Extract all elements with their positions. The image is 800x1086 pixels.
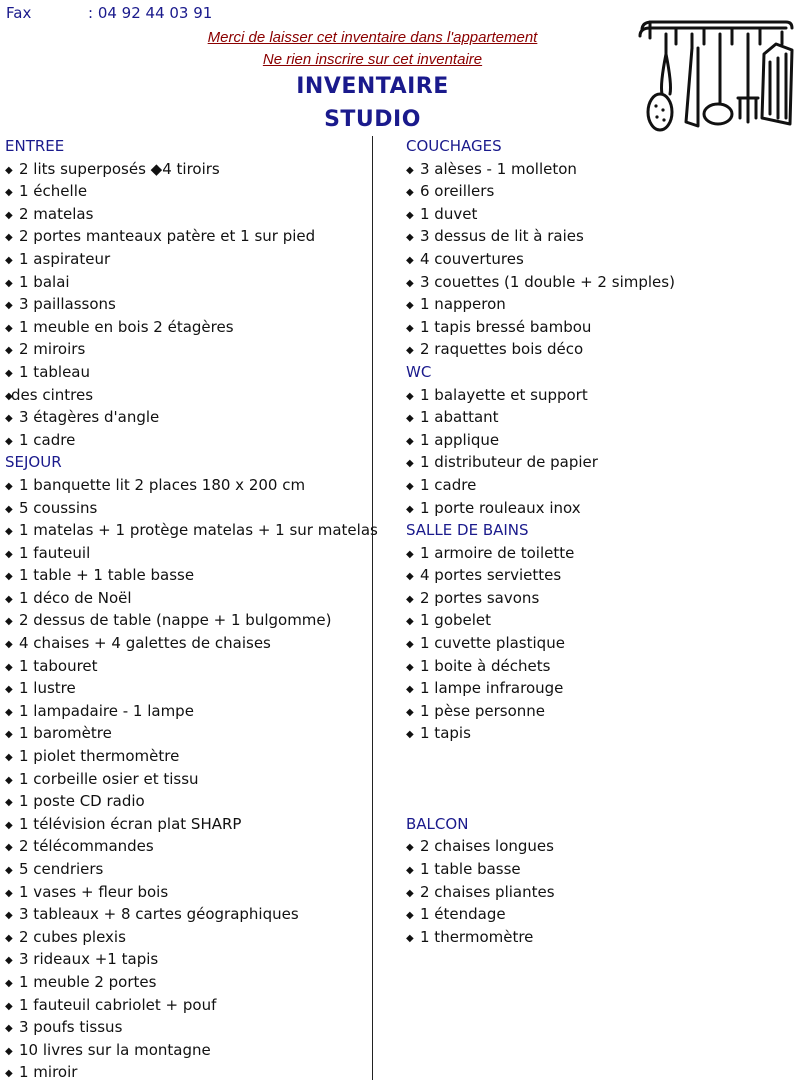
diamond-bullet-icon: ◆ bbox=[5, 164, 13, 176]
list-item: ◆ 3 poufs tissus bbox=[5, 1016, 370, 1039]
list-item: ◆ 4 portes serviettes bbox=[406, 564, 796, 587]
diamond-bullet-icon: ◆ bbox=[5, 187, 13, 199]
list-item: ◆ 1 aspirateur bbox=[5, 248, 370, 271]
diamond-bullet-icon: ◆ bbox=[406, 413, 414, 425]
section-heading-sejour: SEJOUR bbox=[5, 453, 62, 472]
list-item: ◆ 1 pèse personne bbox=[406, 700, 796, 723]
diamond-bullet-icon: ◆ bbox=[406, 390, 414, 402]
list-item: ◆ 1 meuble 2 portes bbox=[5, 971, 370, 994]
diamond-bullet-icon: ◆ bbox=[5, 322, 13, 334]
list-item: ◆ 1 baromètre bbox=[5, 722, 370, 745]
diamond-bullet-icon: ◆ bbox=[5, 661, 13, 673]
list-item: ◆ 10 livres sur la montagne bbox=[5, 1039, 370, 1062]
list-item: ◆ 1 piolet thermomètre bbox=[5, 745, 370, 768]
diamond-bullet-icon: ◆ bbox=[5, 390, 13, 402]
diamond-bullet-icon: ◆ bbox=[5, 639, 13, 651]
diamond-bullet-icon: ◆ bbox=[5, 797, 13, 809]
diamond-bullet-icon: ◆ bbox=[406, 661, 414, 673]
diamond-bullet-icon: ◆ bbox=[406, 458, 414, 470]
diamond-bullet-icon: ◆ bbox=[5, 277, 13, 289]
list-item: ◆ 1 fauteuil cabriolet + pouf bbox=[5, 994, 370, 1017]
list-item: ◆ 1 poste CD radio bbox=[5, 790, 370, 813]
diamond-bullet-icon: ◆ bbox=[5, 932, 13, 944]
list-item: ◆ 1 balayette et support bbox=[406, 384, 796, 407]
diamond-bullet-icon: ◆ bbox=[406, 548, 414, 560]
diamond-bullet-icon: ◆ bbox=[406, 887, 414, 899]
diamond-bullet-icon: ◆ bbox=[5, 209, 13, 221]
list-item: ◆ 1 tapis bressé bambou bbox=[406, 316, 796, 339]
list-item: ◆ 1 napperon bbox=[406, 293, 796, 316]
list-item: ◆ 1 déco de Noël bbox=[5, 587, 370, 610]
list-item: ◆ 2 chaises longues bbox=[406, 835, 796, 858]
diamond-bullet-icon: ◆ bbox=[5, 842, 13, 854]
diamond-bullet-icon: ◆ bbox=[5, 232, 13, 244]
list-item: ◆ 1 vases + fleur bois bbox=[5, 881, 370, 904]
diamond-bullet-icon: ◆ bbox=[406, 209, 414, 221]
list-item: ◆ 3 dessus de lit à raies bbox=[406, 225, 796, 248]
diamond-bullet-icon: ◆ bbox=[406, 729, 414, 741]
diamond-bullet-icon: ◆ bbox=[406, 865, 414, 877]
list-item: ◆ 1 tabouret bbox=[5, 655, 370, 678]
list-item: ◆ 2 portes manteaux patère et 1 sur pied bbox=[5, 225, 370, 248]
fax-label: Fax bbox=[6, 4, 32, 22]
list-item: ◆ 1 table basse bbox=[406, 858, 796, 881]
list-item: ◆ 1 télévision écran plat SHARP bbox=[5, 813, 370, 836]
diamond-bullet-icon: ◆ bbox=[406, 187, 414, 199]
list-item: ◆ 1 lustre bbox=[5, 677, 370, 700]
diamond-bullet-icon: ◆ bbox=[406, 345, 414, 357]
diamond-bullet-icon: ◆ bbox=[5, 616, 13, 628]
list-item: ◆ 1 applique bbox=[406, 429, 796, 452]
list-item: ◆ 2 chaises pliantes bbox=[406, 881, 796, 904]
diamond-bullet-icon: ◆ bbox=[5, 503, 13, 515]
list-item: ◆ 1 tapis bbox=[406, 722, 796, 745]
list-item: ◆ 2 portes savons bbox=[406, 587, 796, 610]
diamond-bullet-icon: ◆ bbox=[5, 1023, 13, 1035]
diamond-bullet-icon: ◆ bbox=[406, 910, 414, 922]
diamond-bullet-icon: ◆ bbox=[406, 277, 414, 289]
diamond-bullet-icon: ◆ bbox=[5, 955, 13, 967]
section-heading-balcon: BALCON bbox=[406, 814, 469, 833]
diamond-bullet-icon: ◆ bbox=[5, 729, 13, 741]
list-item: ◆ 1 boite à déchets bbox=[406, 655, 796, 678]
diamond-bullet-icon: ◆ bbox=[5, 526, 13, 538]
list-item: ◆ 4 couvertures bbox=[406, 248, 796, 271]
left-column bbox=[5, 135, 378, 1084]
diamond-bullet-icon: ◆ bbox=[5, 865, 13, 876]
notice-leave-inventory: Merci de laisser cet inventaire dans l'appartement bbox=[207, 29, 538, 46]
diamond-bullet-icon: ◆ bbox=[5, 819, 13, 831]
list-item: ◆ 2 télécommandes bbox=[5, 835, 370, 858]
fax-number: : 04 92 44 03 91 bbox=[88, 4, 213, 22]
section-heading-wc: WC bbox=[406, 362, 432, 381]
list-item: ◆ 2 lits superposés ◆4 tiroirs bbox=[5, 158, 370, 181]
section-heading-entree: ENTREE bbox=[5, 137, 65, 155]
diamond-bullet-icon: ◆ bbox=[5, 548, 13, 560]
list-item: ◆ 1 abattant bbox=[406, 406, 796, 429]
list-item: ◆ 1 fauteuil bbox=[5, 542, 370, 565]
list-item: ◆ 1 porte rouleaux inox bbox=[406, 497, 796, 520]
diamond-bullet-icon: ◆ bbox=[406, 684, 414, 696]
diamond-bullet-icon: ◆ bbox=[406, 503, 414, 515]
diamond-bullet-icon: ◆ bbox=[5, 593, 13, 605]
diamond-bullet-icon: ◆ bbox=[5, 1000, 13, 1012]
list-item: ◆ 1 cadre bbox=[406, 474, 796, 497]
diamond-bullet-icon: ◆ bbox=[406, 300, 414, 312]
page-subtitle: STUDIO bbox=[324, 107, 421, 132]
diamond-bullet-icon: ◆ bbox=[406, 232, 414, 244]
list-item: ◆ 6 oreillers bbox=[406, 180, 796, 203]
list-item: ◆ 1 armoire de toilette bbox=[406, 542, 796, 565]
section-heading-salle-de-bains: SALLE DE BAINS bbox=[406, 521, 529, 540]
list-item: ◆ 1 échelle bbox=[5, 180, 370, 203]
list-item: ◆ 1 lampe infrarouge bbox=[406, 677, 796, 700]
diamond-bullet-icon: ◆ bbox=[406, 164, 414, 176]
diamond-bullet-icon: ◆ bbox=[5, 1045, 13, 1057]
list-item: ◆ 4 chaises + 4 galettes de chaises bbox=[5, 632, 370, 655]
list-item: ◆ 1 table + 1 table basse bbox=[5, 564, 370, 587]
list-item: ◆ 5 coussins bbox=[5, 497, 370, 520]
diamond-bullet-icon: ◆ bbox=[406, 322, 414, 334]
notice-do-not-write: Ne rien inscrire sur cet inventaire bbox=[262, 51, 483, 68]
diamond-bullet-icon: ◆ bbox=[406, 842, 414, 854]
diamond-bullet-icon: ◆ bbox=[5, 706, 13, 718]
diamond-bullet-icon: ◆ bbox=[5, 752, 13, 764]
kitchen-utensils-icon bbox=[636, 14, 796, 138]
list-item: ◆ 1 lampadaire - 1 lampe bbox=[5, 700, 370, 723]
diamond-bullet-icon: ◆ bbox=[406, 706, 414, 718]
diamond-bullet-icon: ◆ bbox=[5, 413, 13, 425]
diamond-bullet-icon: ◆ bbox=[5, 300, 13, 312]
diamond-bullet-icon: ◆ bbox=[406, 639, 414, 651]
fax-line bbox=[6, 4, 212, 22]
right-column bbox=[406, 135, 796, 948]
diamond-bullet-icon: ◆ bbox=[406, 435, 414, 447]
list-item: ◆ 2 matelas bbox=[5, 203, 370, 226]
list-item: ◆ 1 cadre bbox=[5, 429, 370, 452]
diamond-bullet-icon: ◆ bbox=[406, 616, 414, 628]
list-item: ◆ 2 dessus de table (nappe + 1 bulgomme) bbox=[5, 609, 370, 632]
list-item: ◆ 2 cubes plexis bbox=[5, 926, 370, 949]
diamond-bullet-icon: ◆ bbox=[5, 367, 13, 379]
diamond-bullet-icon: ◆ bbox=[406, 593, 414, 605]
column-divider bbox=[372, 136, 373, 1080]
diamond-bullet-icon: ◆ bbox=[406, 254, 414, 266]
list-item: ◆ 1 corbeille osier et tissu bbox=[5, 768, 370, 791]
diamond-bullet-icon: ◆ bbox=[5, 887, 13, 899]
diamond-bullet-icon: ◆ bbox=[5, 480, 13, 492]
spacer bbox=[406, 745, 796, 813]
list-item: ◆ 1 matelas + 1 protège matelas + 1 sur matelas bbox=[5, 519, 370, 542]
diamond-bullet-icon: ◆ bbox=[406, 932, 414, 944]
diamond-bullet-icon: ◆ bbox=[5, 254, 13, 266]
list-item: ◆ 3 étagères d'angle bbox=[5, 406, 370, 429]
list-item: ◆ 1 banquette lit 2 places 180 x 200 cm bbox=[5, 474, 370, 497]
list-item: ◆ 1 cuvette plastique bbox=[406, 632, 796, 655]
list-item: ◆ 5 cendriers bbox=[5, 858, 370, 881]
list-item: ◆ 3 rideaux +1 tapis bbox=[5, 948, 370, 971]
diamond-bullet-icon: ◆ bbox=[5, 774, 13, 786]
list-item: ◆ 1 distributeur de papier bbox=[406, 451, 796, 474]
diamond-bullet-icon: ◆ bbox=[5, 684, 13, 696]
list-item: ◆ 1 miroir bbox=[5, 1061, 370, 1084]
diamond-bullet-icon: ◆ bbox=[406, 480, 414, 492]
list-item: ◆ 1 gobelet bbox=[406, 609, 796, 632]
list-item: ◆ 3 paillassons bbox=[5, 293, 370, 316]
list-item: ◆ 3 alèses - 1 molleton bbox=[406, 158, 796, 181]
list-item: ◆ 1 tableau bbox=[5, 361, 370, 384]
page-title: INVENTAIRE bbox=[296, 74, 449, 99]
list-item: ◆ 1 étendage bbox=[406, 903, 796, 926]
diamond-bullet-icon: ◆ bbox=[5, 345, 13, 357]
list-item: ◆ 3 tableaux + 8 cartes géographiques bbox=[5, 903, 370, 926]
diamond-bullet-icon: ◆ bbox=[406, 571, 414, 583]
list-item: ◆ 1 meuble en bois 2 étagères bbox=[5, 316, 370, 339]
diamond-bullet-icon: ◆ bbox=[5, 435, 13, 447]
section-heading-couchages: COUCHAGES bbox=[406, 137, 502, 155]
diamond-bullet-icon: ◆ bbox=[5, 571, 13, 583]
list-item: ◆ 1 balai bbox=[5, 271, 370, 294]
diamond-bullet-icon: ◆ bbox=[5, 977, 13, 989]
diamond-bullet-icon: ◆ bbox=[5, 1068, 13, 1080]
list-item: ◆des cintres bbox=[5, 384, 370, 407]
list-item: ◆ 1 thermomètre bbox=[406, 926, 796, 949]
list-item: ◆ 2 raquettes bois déco bbox=[406, 338, 796, 361]
diamond-bullet-icon: ◆ bbox=[5, 910, 13, 922]
list-item: ◆ 1 duvet bbox=[406, 203, 796, 226]
list-item: ◆ 3 couettes (1 double + 2 simples) bbox=[406, 271, 796, 294]
list-item: ◆ 2 miroirs bbox=[5, 338, 370, 361]
